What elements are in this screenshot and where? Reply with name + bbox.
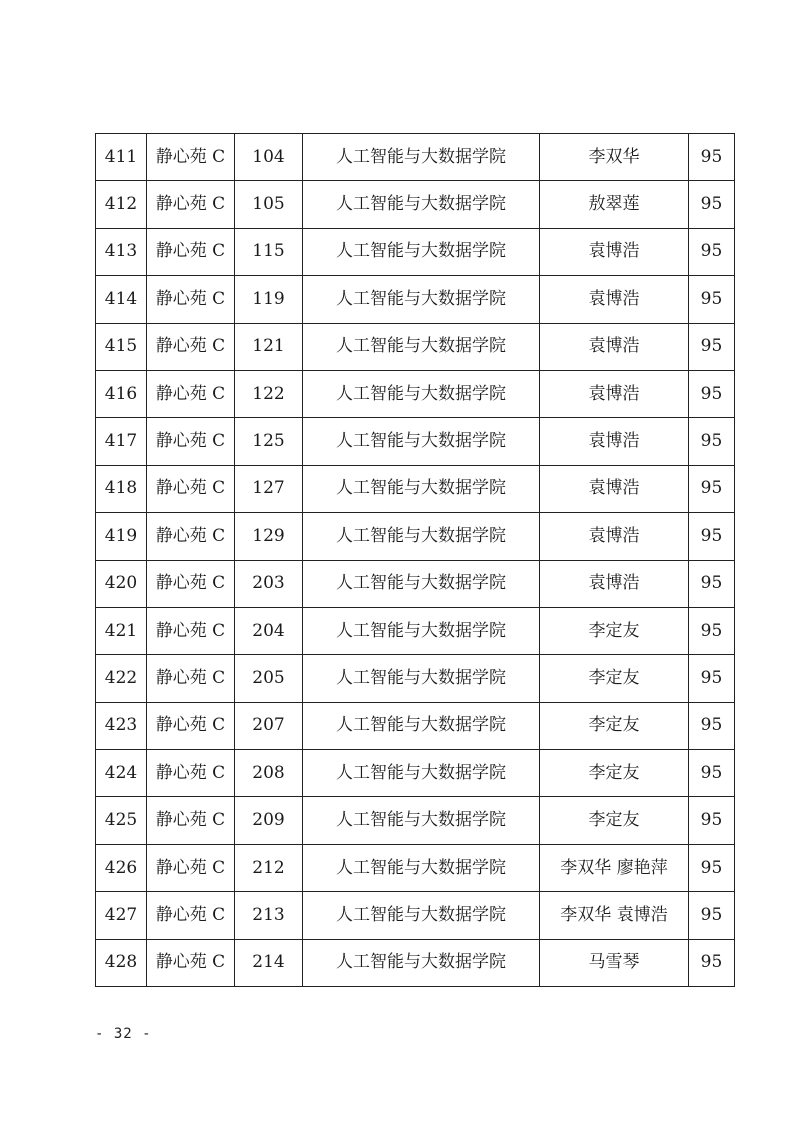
cell-person: 袁博浩 [540,418,689,465]
cell-no: 426 [96,844,147,891]
cell-score: 95 [689,844,735,891]
cell-no: 412 [96,181,147,228]
table-row [96,370,735,417]
cell-room: 214 [235,939,303,986]
cell-score: 95 [689,181,735,228]
cell-room: 205 [235,655,303,702]
cell-person: 李双华 袁博浩 [540,892,689,939]
cell-building: 静心苑 C [147,939,235,986]
cell-person: 袁博浩 [540,513,689,560]
cell-score: 95 [689,513,735,560]
cell-room: 212 [235,844,303,891]
cell-no: 419 [96,513,147,560]
table-row [96,655,735,702]
cell-score: 95 [689,276,735,323]
table-row [96,750,735,797]
table-row [96,323,735,370]
cell-room: 129 [235,513,303,560]
cell-score: 95 [689,750,735,797]
table-row [96,892,735,939]
cell-score: 95 [689,465,735,512]
cell-no: 416 [96,370,147,417]
cell-no: 428 [96,939,147,986]
cell-no: 420 [96,560,147,607]
cell-person: 马雪琴 [540,939,689,986]
cell-room: 115 [235,228,303,275]
cell-building: 静心苑 C [147,655,235,702]
cell-college: 人工智能与大数据学院 [303,844,540,891]
cell-score: 95 [689,370,735,417]
cell-no: 425 [96,797,147,844]
cell-room: 121 [235,323,303,370]
cell-college: 人工智能与大数据学院 [303,655,540,702]
page-number: - 32 - [95,1026,152,1042]
cell-no: 411 [96,134,147,181]
cell-no: 424 [96,750,147,797]
cell-no: 415 [96,323,147,370]
cell-score: 95 [689,702,735,749]
cell-score: 95 [689,655,735,702]
cell-person: 袁博浩 [540,228,689,275]
cell-score: 95 [689,228,735,275]
cell-building: 静心苑 C [147,892,235,939]
cell-room: 213 [235,892,303,939]
cell-building: 静心苑 C [147,844,235,891]
cell-person: 李双华 廖艳萍 [540,844,689,891]
cell-college: 人工智能与大数据学院 [303,323,540,370]
cell-room: 127 [235,465,303,512]
cell-building: 静心苑 C [147,607,235,654]
cell-score: 95 [689,134,735,181]
cell-college: 人工智能与大数据学院 [303,418,540,465]
cell-person: 李双华 [540,134,689,181]
cell-person: 李定友 [540,750,689,797]
cell-person: 李定友 [540,655,689,702]
cell-no: 422 [96,655,147,702]
table-row [96,465,735,512]
table-row [96,181,735,228]
cell-person: 李定友 [540,607,689,654]
cell-score: 95 [689,323,735,370]
cell-college: 人工智能与大数据学院 [303,228,540,275]
table-row [96,418,735,465]
cell-building: 静心苑 C [147,181,235,228]
cell-college: 人工智能与大数据学院 [303,513,540,560]
cell-no: 427 [96,892,147,939]
cell-score: 95 [689,560,735,607]
cell-person: 袁博浩 [540,560,689,607]
cell-college: 人工智能与大数据学院 [303,750,540,797]
cell-college: 人工智能与大数据学院 [303,370,540,417]
cell-building: 静心苑 C [147,370,235,417]
cell-college: 人工智能与大数据学院 [303,939,540,986]
table-row [96,560,735,607]
cell-score: 95 [689,797,735,844]
cell-college: 人工智能与大数据学院 [303,607,540,654]
cell-college: 人工智能与大数据学院 [303,465,540,512]
cell-college: 人工智能与大数据学院 [303,892,540,939]
cell-room: 204 [235,607,303,654]
cell-room: 207 [235,702,303,749]
cell-room: 209 [235,797,303,844]
table-row [96,276,735,323]
cell-building: 静心苑 C [147,228,235,275]
cell-building: 静心苑 C [147,323,235,370]
cell-score: 95 [689,607,735,654]
table-row [96,228,735,275]
cell-no: 418 [96,465,147,512]
cell-building: 静心苑 C [147,134,235,181]
cell-person: 袁博浩 [540,465,689,512]
cell-college: 人工智能与大数据学院 [303,276,540,323]
cell-person: 李定友 [540,702,689,749]
cell-score: 95 [689,892,735,939]
cell-room: 104 [235,134,303,181]
cell-building: 静心苑 C [147,513,235,560]
table-row [96,513,735,560]
cell-person: 敖翠莲 [540,181,689,228]
cell-building: 静心苑 C [147,276,235,323]
cell-building: 静心苑 C [147,418,235,465]
cell-score: 95 [689,939,735,986]
cell-college: 人工智能与大数据学院 [303,134,540,181]
table-row [96,844,735,891]
cell-building: 静心苑 C [147,560,235,607]
table-row [96,702,735,749]
table-row [96,939,735,986]
cell-building: 静心苑 C [147,465,235,512]
cell-person: 袁博浩 [540,276,689,323]
table-row [96,134,735,181]
cell-no: 423 [96,702,147,749]
cell-room: 105 [235,181,303,228]
table-row [96,797,735,844]
cell-room: 122 [235,370,303,417]
cell-room: 203 [235,560,303,607]
cell-no: 413 [96,228,147,275]
cell-person: 李定友 [540,797,689,844]
cell-no: 421 [96,607,147,654]
cell-building: 静心苑 C [147,702,235,749]
cell-person: 袁博浩 [540,323,689,370]
cell-college: 人工智能与大数据学院 [303,702,540,749]
dormitory-score-table [95,133,735,987]
table-row [96,607,735,654]
cell-person: 袁博浩 [540,370,689,417]
cell-room: 208 [235,750,303,797]
cell-college: 人工智能与大数据学院 [303,797,540,844]
cell-building: 静心苑 C [147,797,235,844]
cell-building: 静心苑 C [147,750,235,797]
cell-room: 125 [235,418,303,465]
cell-room: 119 [235,276,303,323]
cell-college: 人工智能与大数据学院 [303,560,540,607]
cell-no: 417 [96,418,147,465]
cell-score: 95 [689,418,735,465]
cell-college: 人工智能与大数据学院 [303,181,540,228]
cell-no: 414 [96,276,147,323]
